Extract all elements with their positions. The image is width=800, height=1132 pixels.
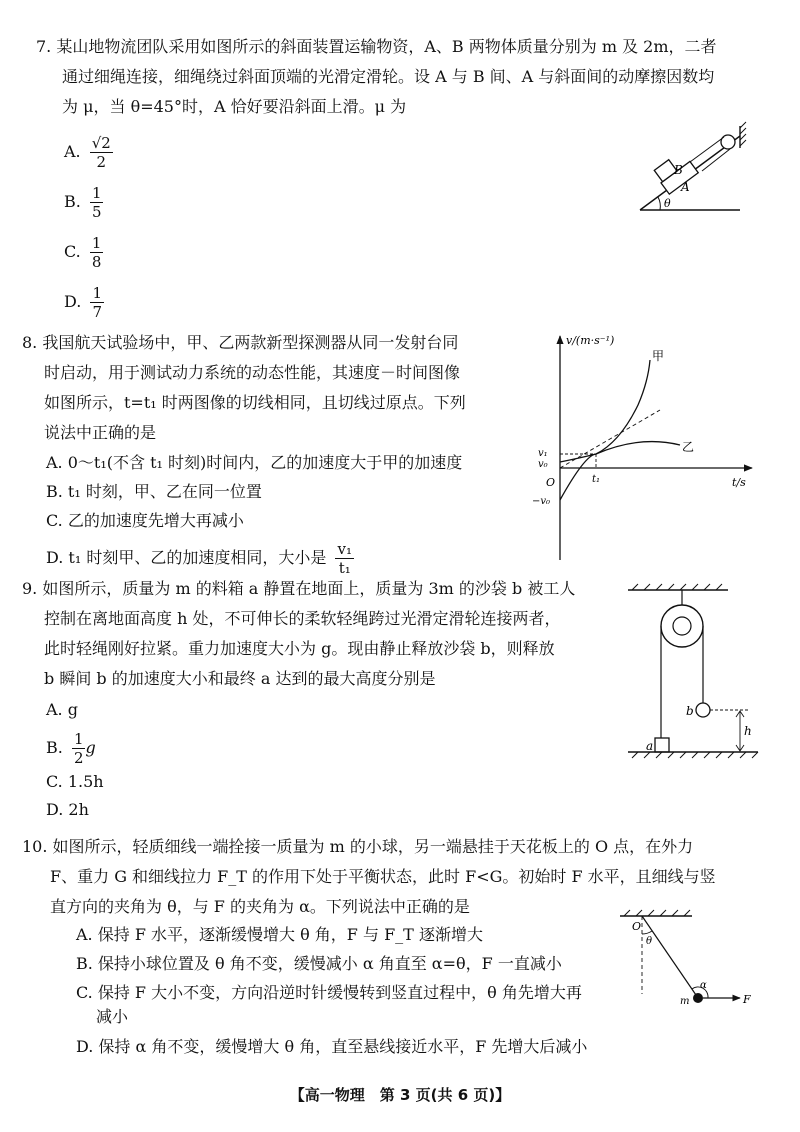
q9-sandbag-b bbox=[696, 703, 710, 717]
q8-stem-line-3: 如图所示，t=t₁ 时两图像的切线相同，且切线过原点。下列 bbox=[44, 393, 466, 412]
q8-option-d-text: D. t₁ 时刻甲、乙的加速度相同，大小是 bbox=[46, 548, 327, 567]
q9-option-b-fraction bbox=[72, 730, 86, 767]
q8-option-b: B. t₁ 时刻，甲、乙在同一位置 bbox=[46, 482, 262, 501]
q9-label-a: a bbox=[646, 739, 654, 753]
page-footer: 【高一物理 第 3 页(共 6 页)】 bbox=[289, 1086, 511, 1104]
q9-pulley-inner bbox=[673, 617, 691, 635]
q7-option-c-letter: C. bbox=[64, 242, 81, 261]
q7-option-d-num: 1 bbox=[92, 284, 102, 302]
q7-label-b: B bbox=[674, 163, 683, 177]
q8-option-a: A. 0～t₁(不含 t₁ 时刻)时间内，乙的加速度大于甲的加速度 bbox=[46, 453, 463, 472]
q7-option-b-num: 1 bbox=[91, 184, 102, 202]
q9-option-c: C. 1.5h bbox=[46, 772, 104, 791]
q8-option-d bbox=[46, 540, 354, 577]
q10-option-a: A. 保持 F 水平，逐渐缓慢增大 θ 角，F 与 F_T 逐渐增大 bbox=[76, 925, 483, 944]
q10-ball bbox=[693, 993, 703, 1003]
q10-label-f: F bbox=[743, 993, 751, 1006]
q7-rope-lower bbox=[702, 149, 730, 171]
q8-vt-graph bbox=[530, 330, 760, 565]
q8-label-jia: 甲 bbox=[652, 349, 665, 363]
q7-stem-line-2: 通过细绳连接，细绳绕过斜面顶端的光滑定滑轮。设 A 与 B 间、A 与斜面间的动摩擦因数均 bbox=[62, 67, 715, 86]
q8-stem-line-1: 8. 我国航天试验场中，甲、乙两款新型探测器从同一发射台同 bbox=[22, 333, 459, 352]
q7-angle-arc bbox=[658, 197, 660, 210]
q8-option-c: C. 乙的加速度先增大再减小 bbox=[46, 511, 244, 530]
q7-option-d bbox=[64, 284, 104, 321]
q10-pendulum-figure bbox=[612, 904, 762, 1014]
q7-label-a: A bbox=[681, 180, 690, 194]
q10-stem-line-2: F、重力 G 和细线拉力 F_T 的作用下处于平衡状态，此时 F<G。初始时 F 水平，且细线与竖 bbox=[50, 867, 716, 886]
q10-option-b: B. 保持小球位置及 θ 角不变，缓慢减小 α 角直至 α=θ，F 一直减小 bbox=[76, 954, 562, 973]
q7-option-c bbox=[64, 234, 103, 271]
q9-stem-line-1: 9. 如图所示，质量为 m 的料箱 a 静置在地面上，质量为 3m 的沙袋 b 被工人 bbox=[22, 579, 576, 598]
q7-option-d-den: 7 bbox=[92, 303, 102, 321]
q9-option-b-tail: g bbox=[85, 738, 96, 757]
q7-option-d-letter: D. bbox=[64, 292, 82, 311]
q9-label-h: h bbox=[744, 724, 752, 738]
q7-option-c-num: 1 bbox=[91, 234, 102, 252]
q9-option-b-den: 2 bbox=[73, 749, 84, 767]
q7-option-b-fraction bbox=[90, 184, 104, 221]
q9-ceiling-hatch bbox=[632, 584, 722, 590]
q10-label-m: m bbox=[680, 996, 690, 1007]
q8-label-yi: 乙 bbox=[682, 440, 695, 454]
q7-option-a-fraction bbox=[90, 134, 113, 171]
q8-curve-yi bbox=[560, 442, 680, 462]
q9-option-d: D. 2h bbox=[46, 800, 89, 819]
q10-ceiling-hatch bbox=[624, 910, 690, 916]
q7-option-a-num: √2 bbox=[91, 134, 111, 152]
q7-option-d-fraction bbox=[90, 284, 104, 321]
q8-x-axis-label: t/s bbox=[732, 476, 746, 489]
q9-pulley-figure bbox=[618, 582, 768, 772]
q7-incline-figure bbox=[630, 118, 750, 218]
q10-option-c: C. 保持 F 大小不变，方向沿逆时针缓慢转到竖直过程中，θ 角先增大再 bbox=[76, 983, 582, 1002]
q7-option-c-fraction bbox=[90, 234, 104, 271]
q9-option-b-num: 1 bbox=[73, 730, 84, 748]
q7-label-theta: θ bbox=[664, 197, 671, 210]
q9-option-a: A. g bbox=[46, 700, 78, 719]
q8-tick-v0: v₀ bbox=[538, 459, 548, 470]
q8-option-d-fraction bbox=[335, 540, 354, 577]
q10-label-theta: θ bbox=[646, 936, 653, 947]
q7-option-a-den: 2 bbox=[96, 153, 107, 171]
q8-origin-label: O bbox=[546, 476, 556, 489]
q10-stem-line-1: 10. 如图所示，轻质细线一端拴接一质量为 m 的小球，另一端悬挂于天花板上的 O 点，在外力 bbox=[22, 837, 694, 856]
q7-wall-hatch bbox=[740, 122, 746, 146]
q9-crate-a bbox=[655, 738, 669, 752]
q10-label-alpha: α bbox=[700, 980, 707, 991]
q10-theta-arc bbox=[642, 931, 652, 934]
q8-option-d-den: t₁ bbox=[338, 559, 351, 577]
q7-option-b bbox=[64, 184, 103, 221]
q7-option-b-den: 5 bbox=[91, 203, 102, 221]
q8-tick-t1: t₁ bbox=[592, 474, 601, 485]
q7-option-a bbox=[64, 134, 113, 171]
q9-stem-line-4: b 瞬间 b 的加速度大小和最终 a 达到的最大高度分别是 bbox=[44, 669, 436, 688]
q8-option-d-num: v₁ bbox=[337, 540, 352, 558]
q8-stem-line-2: 时启动，用于测试动力系统的动态性能，其速度－时间图像 bbox=[44, 363, 461, 382]
q9-option-b-letter: B. bbox=[46, 738, 63, 757]
q10-stem-line-3: 直方向的夹角为 θ，与 F 的夹角为 α。下列说法中正确的是 bbox=[50, 897, 470, 916]
q9-stem-line-3: 此时轻绳刚好拉紧。重力加速度大小为 g。现由静止释放沙袋 b，则释放 bbox=[44, 639, 555, 658]
q9-option-b bbox=[46, 730, 96, 767]
q8-stem-line-4: 说法中正确的是 bbox=[44, 423, 157, 442]
q10-string bbox=[642, 916, 696, 995]
q9-label-b: b bbox=[686, 704, 694, 718]
q9-stem-line-2: 控制在离地面高度 h 处，不可伸长的柔软轻绳跨过光滑定滑轮连接两者， bbox=[44, 609, 561, 628]
q7-option-b-letter: B. bbox=[64, 192, 81, 211]
q7-stem-line-3: 为 μ，当 θ=45°时，A 恰好要沿斜面上滑。μ 为 bbox=[62, 97, 407, 116]
q8-y-axis-label: v/(m·s⁻¹) bbox=[566, 334, 615, 347]
q7-option-c-den: 8 bbox=[91, 253, 102, 271]
q10-option-d: D. 保持 α 角不变，缓慢增大 θ 角，直至悬线接近水平，F 先增大后减小 bbox=[76, 1037, 588, 1056]
q8-tick-v1: v₁ bbox=[538, 448, 548, 459]
q7-option-a-letter: A. bbox=[64, 142, 81, 161]
q10-option-c-cont: 减小 bbox=[96, 1007, 129, 1026]
q8-tick-neg-v0: −v₀ bbox=[532, 496, 551, 507]
q7-stem-line-1: 7. 某山地物流团队采用如图所示的斜面装置运输物资，A、B 两物体质量分别为 m 及 2m，二者 bbox=[36, 37, 717, 56]
q8-curve-jia bbox=[560, 360, 650, 500]
q10-label-o: O bbox=[632, 920, 642, 933]
